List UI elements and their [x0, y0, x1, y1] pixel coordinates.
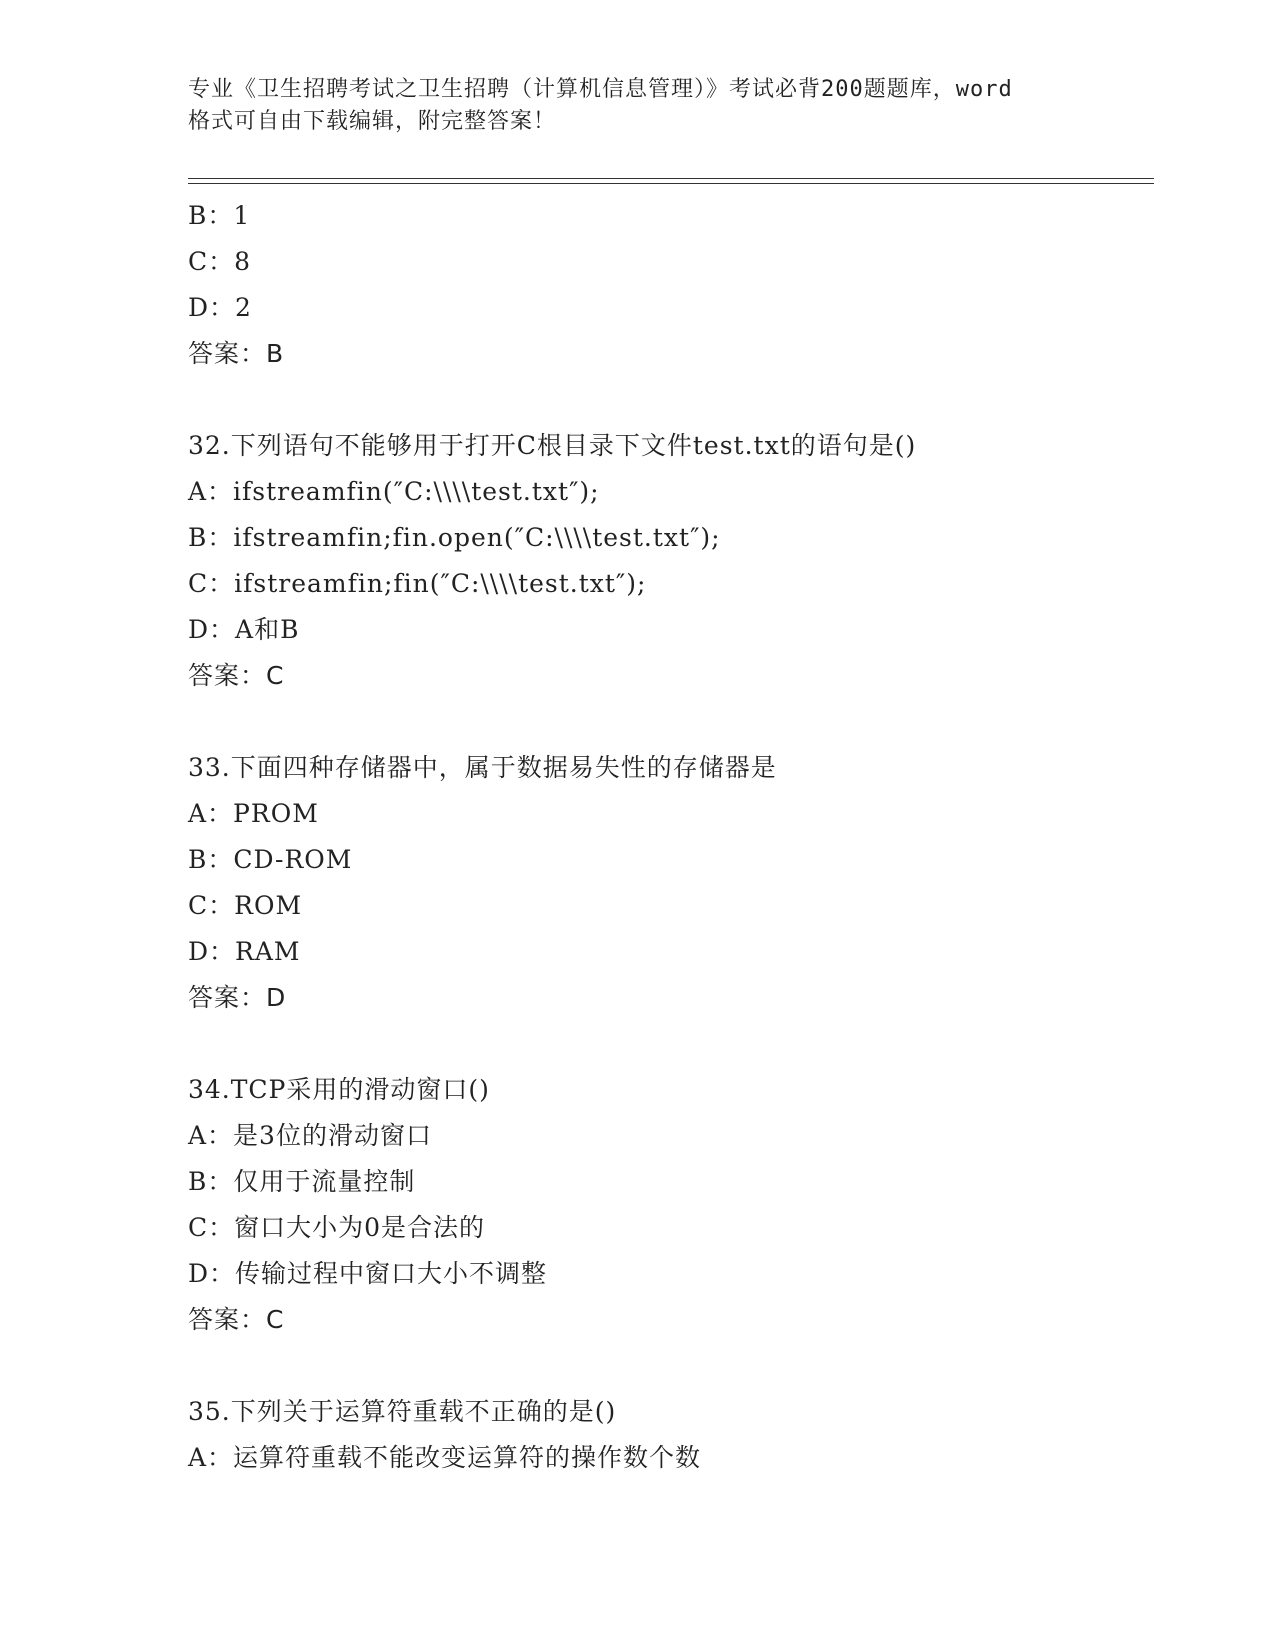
option-a: A：运算符重载不能改变运算符的操作数个数	[188, 1443, 702, 1472]
question-33	[188, 745, 1148, 1021]
option-b: B：1	[188, 201, 251, 230]
header-divider-top	[188, 178, 1154, 179]
option-b: B：ifstreamfin;fin.open(″C:\\\\test.txt″);	[188, 523, 721, 552]
option-d: D：RAM	[188, 937, 301, 966]
spacer	[188, 1343, 1148, 1389]
answer-line: 答案：B	[188, 339, 285, 368]
header-line-2: 格式可自由下载编辑，附完整答案！	[188, 109, 557, 134]
option-c: C：8	[188, 247, 252, 276]
answer-line: 答案：D	[188, 983, 287, 1012]
option-c: C：窗口大小为0是合法的	[188, 1213, 486, 1242]
spacer	[188, 699, 1148, 745]
option-b: B：仅用于流量控制	[188, 1167, 416, 1196]
option-c: C：ifstreamfin;fin(″C:\\\\test.txt″);	[188, 569, 647, 598]
question-stem: 34.TCP采用的滑动窗口()	[188, 1075, 490, 1104]
spacer	[188, 377, 1148, 423]
option-d: D：2	[188, 293, 252, 322]
answer-line: 答案：C	[188, 661, 285, 690]
spacer	[188, 1021, 1148, 1067]
option-d: D：传输过程中窗口大小不调整	[188, 1259, 548, 1288]
header-divider-bottom	[188, 183, 1154, 184]
option-d: D：A和B	[188, 615, 300, 644]
question-stem: 33.下面四种存储器中，属于数据易失性的存储器是	[188, 753, 777, 782]
question-34	[188, 1067, 1148, 1343]
option-a: A：PROM	[188, 799, 319, 828]
document-header	[188, 74, 1088, 138]
document-body	[188, 193, 1148, 1481]
option-a: A：是3位的滑动窗口	[188, 1121, 432, 1150]
header-line-1: 专业《卫生招聘考试之卫生招聘（计算机信息管理）》考试必背200题题库，word	[188, 77, 1013, 102]
question-35	[188, 1389, 1148, 1481]
question-32	[188, 423, 1148, 699]
option-c: C：ROM	[188, 891, 303, 920]
question-stem: 35.下列关于运算符重载不正确的是()	[188, 1397, 617, 1426]
question-31-continuation	[188, 193, 1148, 377]
option-a: A：ifstreamfin(″C:\\\\test.txt″);	[188, 477, 600, 506]
answer-line: 答案：C	[188, 1305, 285, 1334]
question-stem: 32.下列语句不能够用于打开C根目录下文件test.txt的语句是()	[188, 431, 917, 460]
option-b: B：CD-ROM	[188, 845, 353, 874]
